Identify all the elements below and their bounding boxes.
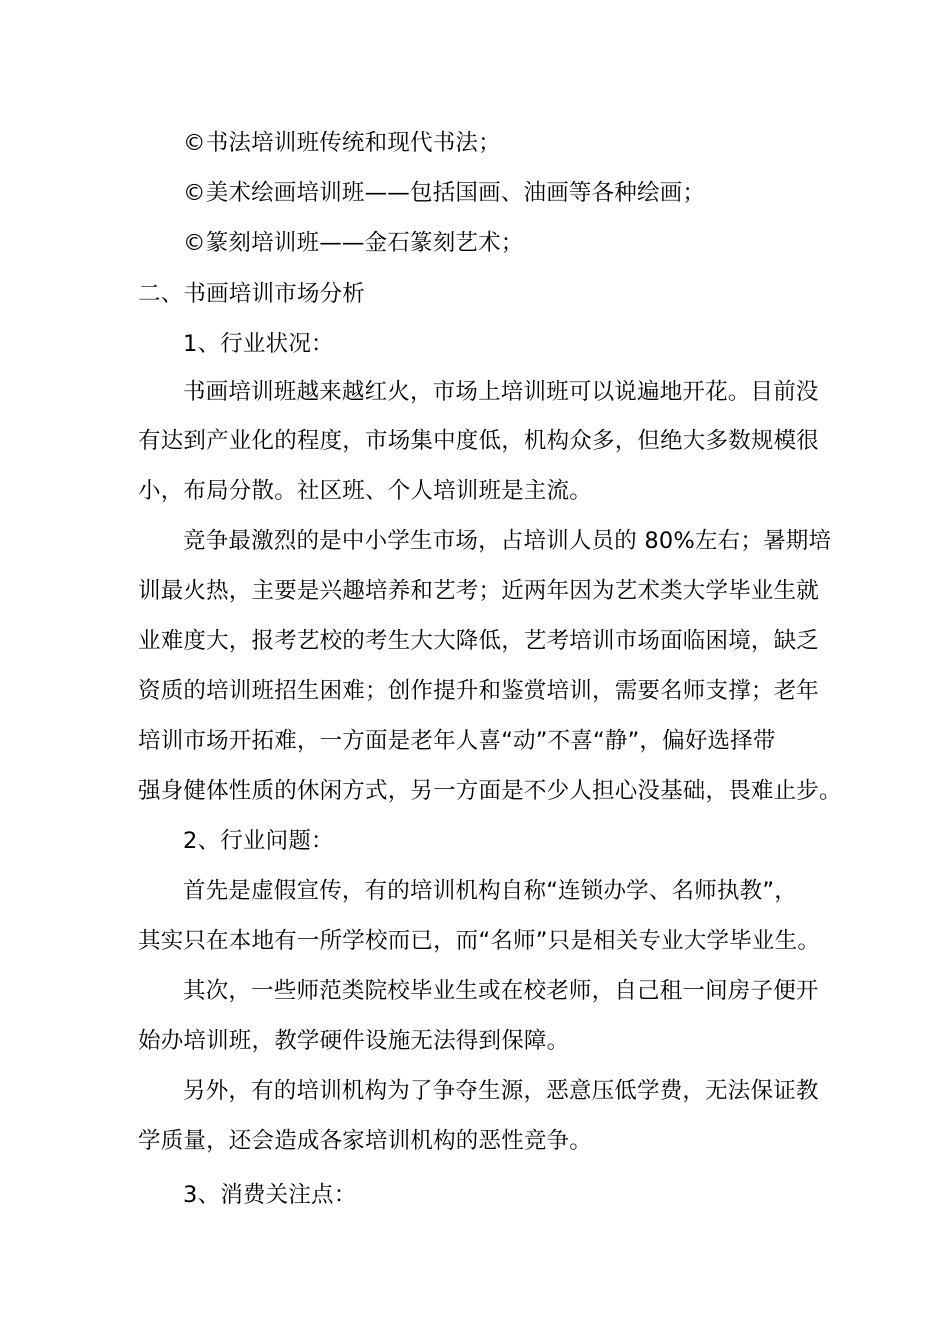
list-item: ©书法培训班传统和现代书法； <box>183 130 501 156</box>
paragraph-line: 训最火热，主要是兴趣培养和艺考；近两年因为艺术类大学毕业生就 <box>138 578 820 604</box>
section-heading: 二、书画培训市场分析 <box>138 281 366 307</box>
paragraph-line: 其实只在本地有一所学校而已，而“名师”只是相关专业大学毕业生。 <box>138 928 821 954</box>
list-item: ©美术绘画培训班——包括国画、油画等各种绘画； <box>183 180 706 206</box>
paragraph-line: 业难度大，报考艺校的考生大大降低，艺考培训市场面临困境，缺乏 <box>138 628 820 654</box>
paragraph-line: 学质量，还会造成各家培训机构的恶性竞争。 <box>138 1128 593 1154</box>
paragraph-line: 小，布局分散。社区班、个人培训班是主流。 <box>138 478 593 504</box>
subsection-heading: 3、消费关注点： <box>183 1182 357 1208</box>
list-item: ©篆刻培训班——金石篆刻艺术； <box>183 230 524 256</box>
paragraph-line: 另外，有的培训机构为了争夺生源，恶意压低学费，无法保证教 <box>183 1078 819 1104</box>
paragraph-line: 有达到产业化的程度，市场集中度低，机构众多，但绝大多数规模很 <box>138 428 820 454</box>
paragraph-line: 首先是虚假宣传，有的培训机构自称“连锁办学、名师执教”， <box>183 878 797 904</box>
paragraph-line: 强身健体性质的休闲方式，另一方面是不少人担心没基础，畏难止步。 <box>138 778 842 804</box>
paragraph-line: 竞争最激烈的是中小学生市场，占培训人员的 80%左右；暑期培 <box>183 528 832 554</box>
paragraph-line: 始办培训班，教学硬件设施无法得到保障。 <box>138 1028 570 1054</box>
subsection-heading: 1、行业状况： <box>183 331 334 357</box>
paragraph-line: 其次，一些师范类院校毕业生或在校老师，自己租一间房子便开 <box>183 978 819 1004</box>
subsection-heading: 2、行业问题： <box>183 828 334 854</box>
paragraph-line: 书画培训班越来越红火，市场上培训班可以说遍地开花。目前没 <box>183 379 819 405</box>
paragraph-line: 培训市场开拓难，一方面是老年人喜“动”不喜“静”，偏好选择带 <box>138 728 776 754</box>
paragraph-line: 资质的培训班招生困难；创作提升和鉴赏培训，需要名师支撑；老年 <box>138 678 820 704</box>
